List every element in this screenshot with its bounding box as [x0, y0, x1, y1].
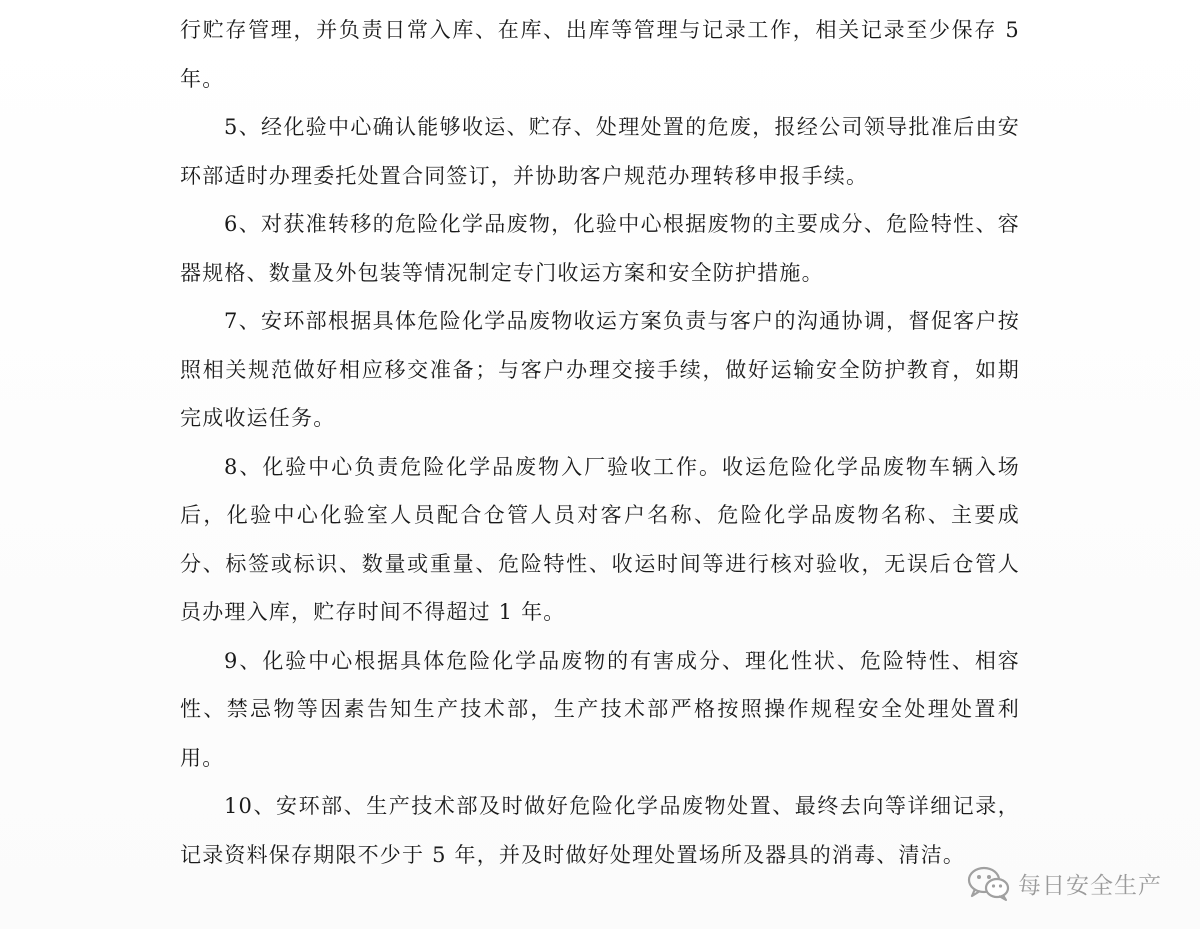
watermark: [966, 865, 1162, 901]
paragraph-item-9: 9、化验中心根据具体危险化学品废物的有害成分、理化性状、危险特性、相容性、禁忌物等因素告知生产技术部，生产技术部严格按照操作规程安全处理处置利用。: [180, 648, 1020, 770]
watermark-text: 每日安全生产: [1018, 872, 1162, 899]
paragraph-storage-continued: 行贮存管理，并负责日常入库、在库、出库等管理与记录工作，相关记录至少保存 5 年。: [180, 18, 1020, 91]
paragraph-item-8: 8、化验中心负责危险化学品废物入厂验收工作。收运危险化学品废物车辆入场后，化验中心化验室人员配合仓管人员对客户名称、危险化学品废物名称、主要成分、标签或标识、数量或重量、危险特性、收运时间等进行核对验收，无误后仓管人员办理入库，贮存时间不得超过 1 年。: [180, 454, 1020, 624]
paragraph-item-10: 10、安环部、生产技术部及时做好危险化学品废物处置、最终去向等详细记录，记录资料保存期限不少于 5 年，并及时做好处理处置场所及器具的消毒、清洁。: [180, 794, 1020, 867]
wechat-icon: [966, 865, 1012, 901]
paragraph-item-6: 6、对获准转移的危险化学品废物，化验中心根据废物的主要成分、危险特性、容器规格、数量及外包装等情况制定专门收运方案和安全防护措施。: [180, 212, 1020, 285]
paragraph-item-7: 7、安环部根据具体危险化学品废物收运方案负责与客户的沟通协调，督促客户按照相关规范做好相应移交准备；与客户办理交接手续，做好运输安全防护教育，如期完成收运任务。: [180, 309, 1020, 430]
paragraph-item-5: 5、经化验中心确认能够收运、贮存、处理处置的危废，报经公司领导批准后由安环部适时办理委托处置合同签订，并协助客户规范办理转移申报手续。: [180, 115, 1020, 188]
document-body: [180, 6, 1020, 879]
